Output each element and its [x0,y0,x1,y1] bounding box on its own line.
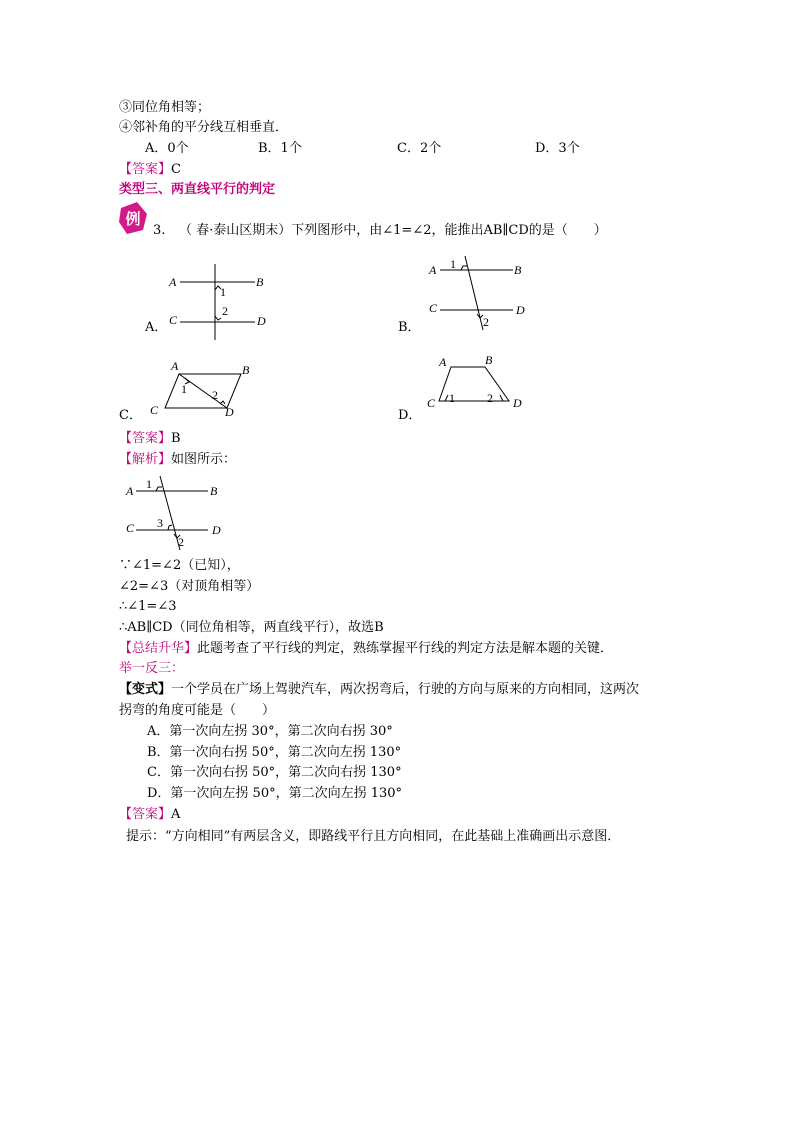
proof-line-3: ∴∠1=∠3 [119,599,177,614]
fig-c-label-c: C [150,403,159,417]
proof-line-4: ∴AB∥CD（同位角相等，两直线平行），故选B [119,620,384,635]
choice-a: A．0个 [145,141,189,156]
fig-a-label-c: C [169,313,178,327]
fig-b-label-1: 1 [450,257,456,271]
hint: 提示：“方向相同”有两层含义，即路线平行且方向相同，在此基础上准确画出示意图． [126,829,621,844]
proof-line-1: ∵∠1=∠2（已知）， [119,558,240,573]
analysis-label-d: D [212,523,221,537]
example-number: 3. [153,223,166,238]
fig-c-label-d: D [225,405,234,419]
fig-d-label-2: 2 [487,391,493,405]
answer-tag: 【答案】 [119,162,172,177]
analysis-label-1: 1 [146,477,152,491]
fig-a-label-1: 1 [220,285,226,299]
answer-1 [119,161,181,179]
answer-value: B [171,431,181,446]
choice-b: B．1个 [258,141,302,156]
fig-a-label-b: B [256,275,264,289]
analysis-label-b: B [210,484,218,498]
fig-b-label-b: B [514,263,522,277]
statement-4: ④邻补角的平分线互相垂直． [119,120,289,135]
analysis-label-a: A [126,484,134,498]
summary-tag: 【总结升华】 [119,641,198,656]
fig-d-label-d: D [513,396,522,410]
fig-c-label-b: B [242,363,250,377]
fig-d-label-c: C [427,396,436,410]
variant-option-d: D．第一次向左拐 50°，第二次向左拐 130° [147,786,403,801]
answer-3 [119,806,180,824]
option-a-label: A． [145,320,168,335]
statement-3: ③同位角相等； [119,100,211,115]
variant-line-2: 拐弯的角度可能是（ ） [119,703,276,718]
fig-a-label-a: A [169,275,177,289]
fig-b-label-a: A [429,263,437,277]
analysis-label-3: 3 [157,516,163,530]
fig-b-label-2: 2 [483,315,489,329]
option-d-label: D． [398,408,422,423]
analogy-heading: 举一反三： [119,661,185,676]
answer-tag: 【答案】 [119,807,172,822]
answer-value: C [171,162,181,177]
example-question: （ 春·泰山区期末）下列图形中，由∠1=∠2，能推出AB∥CD的是（ ） [179,223,607,238]
fig-a-label-d: D [257,314,266,328]
summary-text: 此题考查了平行线的判定，熟练掌握平行线的判定方法是解本题的关键． [197,641,614,656]
answer-tag: 【答案】 [119,431,172,446]
fig-c-label-2: 2 [212,388,218,402]
summary [119,640,613,658]
analysis-text: 如图所示： [171,452,237,467]
figure-c [145,358,260,422]
choice-c: C．2个 [397,141,442,156]
option-c-label: C． [119,408,142,423]
variant-text: 一个学员在广场上驾驶汽车，两次拐弯后，行驶的方向与原来的方向相同，这两次 [171,682,640,697]
answer-2 [119,430,181,448]
variant-line-1 [119,681,639,699]
fig-c-label-1: 1 [181,382,187,396]
figure-b [425,252,535,334]
analysis-label-c: C [126,521,135,535]
answer-value: A [171,807,181,822]
fig-c-label-a: A [171,359,179,373]
fig-d-label-a: A [439,355,447,369]
analysis-figure [122,472,232,552]
option-b-label: B． [398,320,421,335]
fig-b-label-d: D [516,303,525,317]
fig-b-label-c: C [429,301,438,315]
analysis [119,451,236,469]
variant-option-c: C．第一次向右拐 50°，第二次向右拐 130° [147,765,402,780]
analysis-tag: 【解析】 [119,452,172,467]
figure-d [425,350,535,414]
variant-option-a: A．第一次向左拐 30°，第二次向右拐 30° [147,724,393,739]
fig-d-label-b: B [485,353,493,367]
example-badge-label: 例 [125,210,141,228]
example-badge-icon [117,200,149,236]
variant-tag: 【变式】 [119,682,172,697]
analysis-label-2: 2 [178,535,184,549]
section-heading: 类型三、两直线平行的判定 [119,182,276,197]
choice-d: D．3个 [535,141,580,156]
fig-d-label-1: 1 [449,391,455,405]
figure-a [165,258,275,343]
variant-option-b: B．第一次向右拐 50°，第二次向左拐 130° [147,745,402,760]
proof-line-2: ∠2=∠3（对顶角相等） [119,579,260,594]
fig-a-label-2: 2 [222,304,228,318]
